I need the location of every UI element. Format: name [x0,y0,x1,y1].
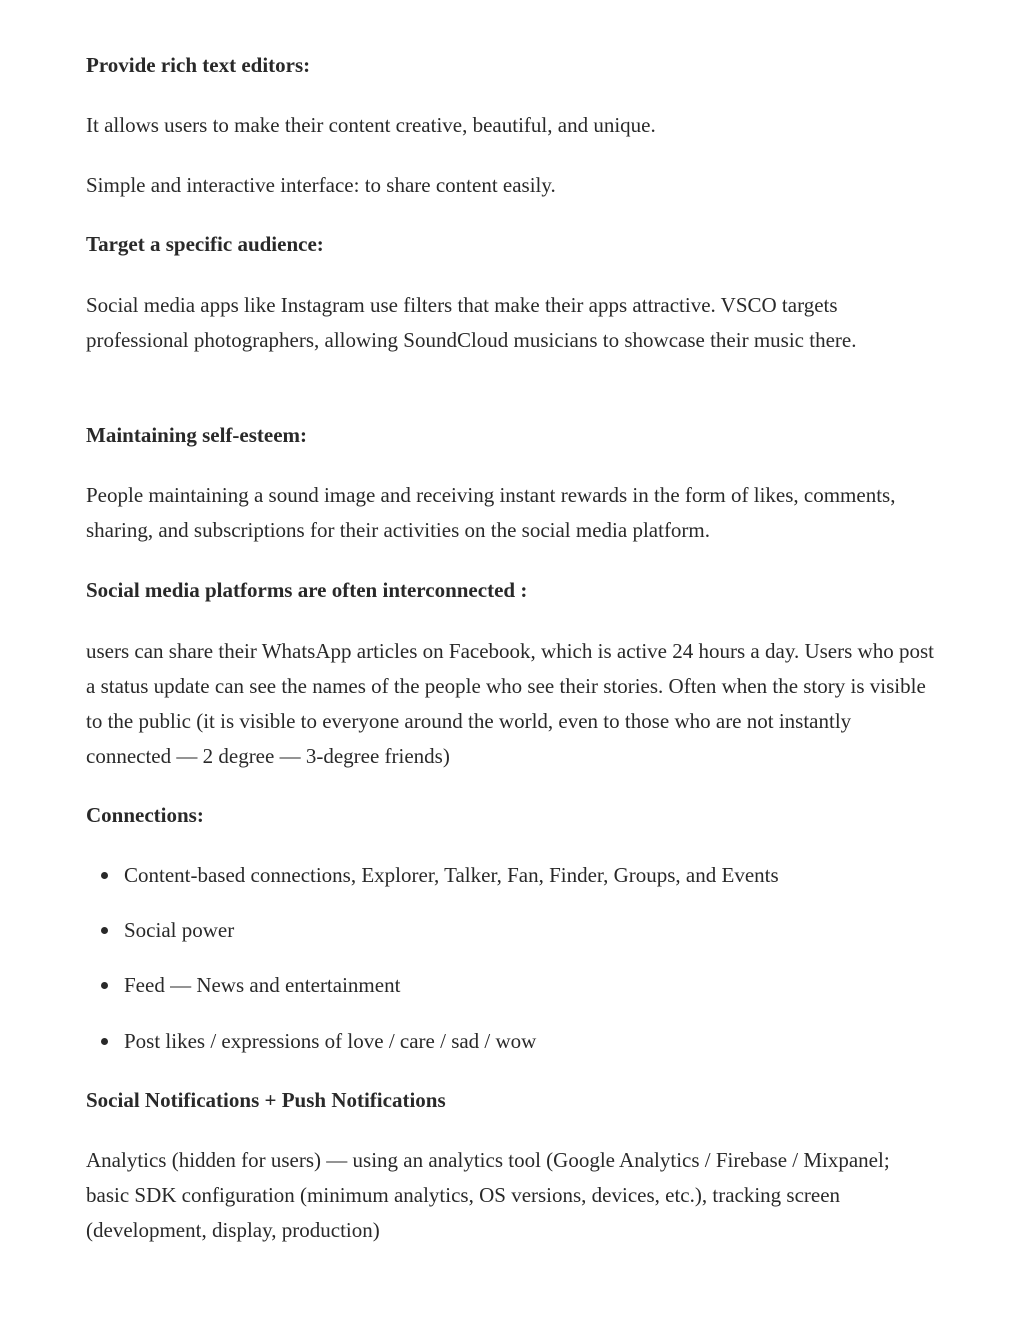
heading-notifications: Social Notifications + Push Notifications [86,1088,446,1112]
paragraph-interconnected: users can share their WhatsApp articles on Facebook, which is active 24 hours a day. Users who post a status update can see the names of the people who see their stories. Often when the story is visible to the public (it is visible to everyone around the world, even to those who are not instantly connected — 2 degree — 3-degree friends) [86,639,934,768]
list-item [86,858,936,893]
list-item-text: Content-based connections, Explorer, Talker, Fan, Finder, Groups, and Events [124,863,779,887]
heading-rich-text-editors: Provide rich text editors: [86,53,311,77]
paragraph-self-esteem: People maintaining a sound image and receiving instant rewards in the form of likes, comments, sharing, and subscriptions for their activities on the social media platform. [86,483,896,542]
paragraph-analytics: Analytics (hidden for users) — using an analytics tool (Google Analytics / Firebase / Mixpanel; basic SDK configuration (minimum analytics, OS versions, devices, etc.), tracking screen (development, display, production) [86,1148,890,1242]
heading-interconnected: Social media platforms are often interconnected : [86,578,528,602]
list-item-text: Post likes / expressions of love / care / sad / wow [124,1029,537,1053]
heading-target-audience: Target a specific audience: [86,232,324,256]
heading-self-esteem: Maintaining self-esteem: [86,423,308,447]
bullet-dot-icon [101,1038,108,1045]
paragraph-target-audience: Social media apps like Instagram use filters that make their apps attractive. VSCO targets professional photographers, allowing SoundCloud musicians to showcase their music there. [86,293,857,352]
heading-connections: Connections: [86,803,204,827]
list-item-text: Feed — News and entertainment [124,973,401,997]
paragraph-simple-interface: Simple and interactive interface: to share content easily. [86,173,556,197]
list-item [86,1024,936,1059]
list-item [86,968,936,1003]
bullet-dot-icon [101,872,108,879]
list-item [86,913,936,948]
list-item-text: Social power [124,918,235,942]
bullet-dot-icon [101,982,108,989]
bullet-dot-icon [101,927,108,934]
paragraph-rich-text-editors: It allows users to make their content creative, beautiful, and unique. [86,113,656,137]
